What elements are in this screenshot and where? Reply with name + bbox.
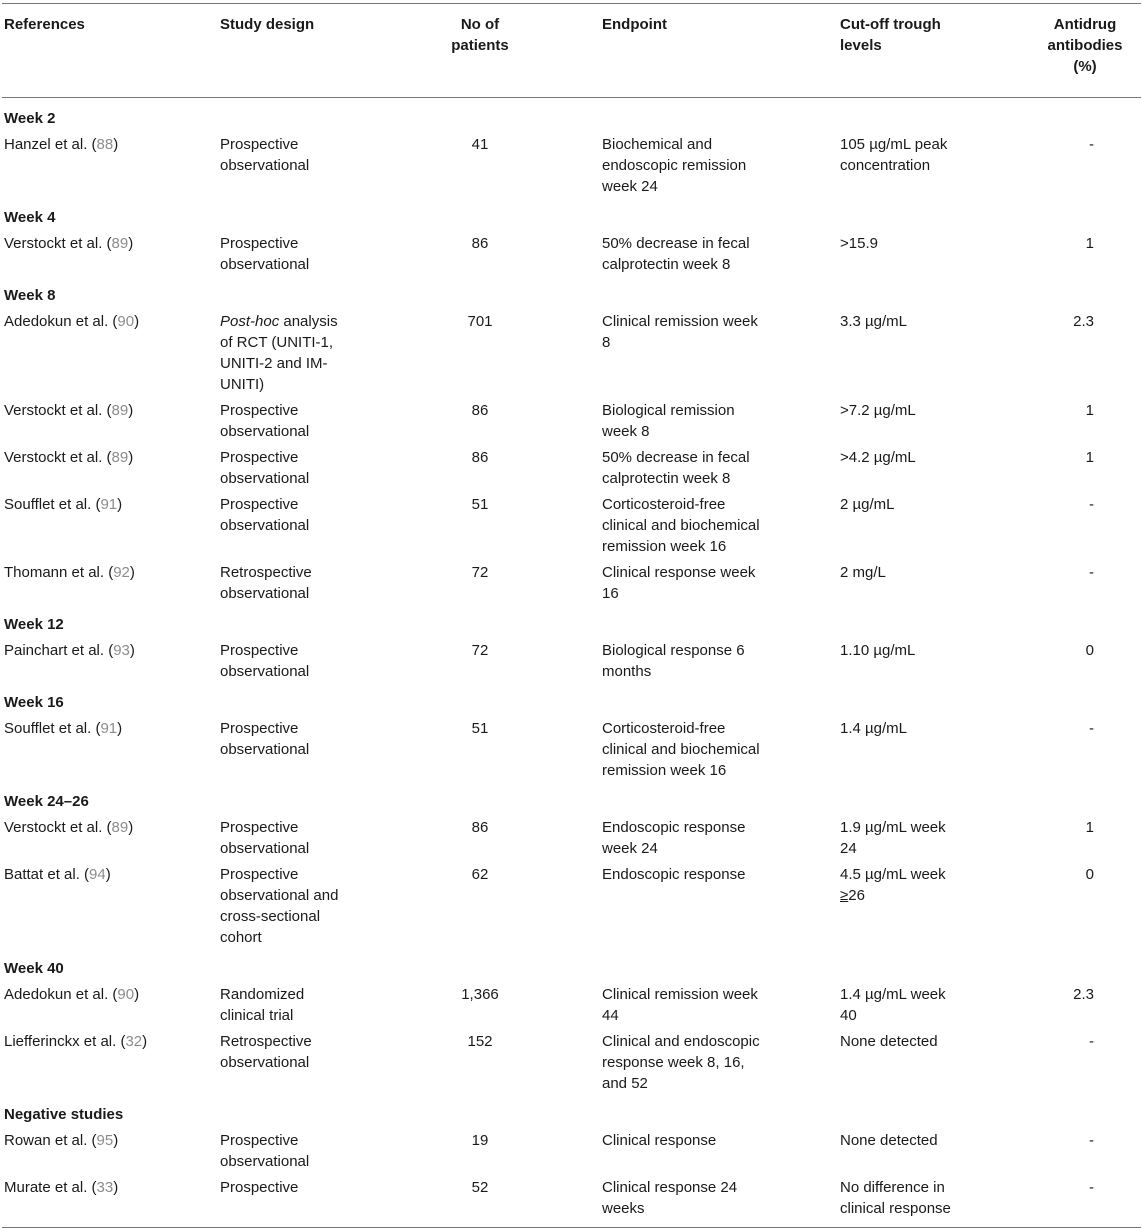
cell-spacer xyxy=(563,562,602,609)
cell-endpoint xyxy=(602,864,840,953)
cell-endpoint xyxy=(602,718,840,786)
patients-value: 86 xyxy=(471,235,489,252)
author-text: Soufflet et al. ( xyxy=(4,720,101,737)
cell-study-design xyxy=(220,984,410,1031)
cutoff-text: >4.2 µg/mL xyxy=(840,449,916,466)
cell-study-design xyxy=(220,864,410,953)
cell-cutoff xyxy=(840,718,1045,786)
cutoff-text: 1.4 µg/mL week 40 xyxy=(840,986,946,1024)
cell-antibodies: 2.3 xyxy=(1073,313,1094,330)
endpoint-text: Biological remission week 8 xyxy=(602,402,735,440)
author-close: ) xyxy=(129,642,135,659)
cutoff-text: 1.10 µg/mL xyxy=(840,642,916,659)
patients-value: 51 xyxy=(471,720,489,737)
cell-reference xyxy=(2,311,220,400)
study-design-text xyxy=(220,1031,350,1073)
section-title: Week 40 xyxy=(4,960,64,977)
cell-patients xyxy=(410,1130,563,1177)
cell-patients xyxy=(410,134,563,202)
author-close: ) xyxy=(128,819,134,836)
author-text: Rowan et al. ( xyxy=(4,1132,97,1149)
section-row xyxy=(2,98,1141,135)
cell-spacer xyxy=(563,864,602,953)
cell-study-design xyxy=(220,1177,410,1228)
cell-reference xyxy=(2,447,220,494)
author-text: Hanzel et al. ( xyxy=(4,136,97,153)
cell-patients xyxy=(410,1031,563,1099)
cell-reference xyxy=(2,233,220,280)
cell-patients xyxy=(410,494,563,562)
table-row xyxy=(2,864,1141,953)
design-text: Prospective observational xyxy=(220,819,310,857)
cutoff-text: 3.3 µg/mL xyxy=(840,313,908,330)
cell-endpoint xyxy=(602,640,840,687)
cutoff-text: No difference in clinical response xyxy=(840,1179,951,1217)
citation-link[interactable]: 90 xyxy=(117,986,135,1003)
cell-cutoff xyxy=(840,447,1045,494)
design-text: Prospective observational xyxy=(220,496,310,534)
patients-value: 86 xyxy=(471,449,489,466)
cell-cutoff xyxy=(840,494,1045,562)
cutoff-text: None detected xyxy=(840,1033,938,1050)
author-text: Murate et al. ( xyxy=(4,1179,97,1196)
study-design-text xyxy=(220,447,350,489)
citation-link[interactable]: 32 xyxy=(125,1033,143,1050)
cell-cutoff xyxy=(840,1130,1045,1177)
design-text: Prospective observational xyxy=(220,720,310,758)
section-row xyxy=(2,202,1141,233)
cell-antibodies: - xyxy=(1089,720,1094,737)
cell-spacer xyxy=(563,447,602,494)
author-close: ) xyxy=(113,1179,119,1196)
endpoint-text: Clinical remission week 8 xyxy=(602,313,758,351)
study-design-text xyxy=(220,233,350,275)
cell-patients xyxy=(410,817,563,864)
cell-endpoint xyxy=(602,311,840,400)
study-design-text xyxy=(220,817,350,859)
author-close: ) xyxy=(113,1132,119,1149)
cell-study-design xyxy=(220,1031,410,1099)
trough-levels-table xyxy=(2,3,1141,1228)
header-references: References xyxy=(2,4,220,98)
section-title: Week 12 xyxy=(4,616,64,633)
cell-study-design xyxy=(220,447,410,494)
citation-link[interactable]: 95 xyxy=(96,1132,114,1149)
citation-link[interactable]: 88 xyxy=(96,136,114,153)
cell-study-design xyxy=(220,233,410,280)
header-study-design: Study design xyxy=(220,4,410,98)
author-text: Battat et al. ( xyxy=(4,866,90,883)
patients-value: 52 xyxy=(471,1179,489,1196)
cell-study-design xyxy=(220,1130,410,1177)
endpoint-text: 50% decrease in fecal calprotectin week 8 xyxy=(602,235,750,273)
endpoint-text: Clinical response 24 weeks xyxy=(602,1179,738,1217)
cell-cutoff xyxy=(840,311,1045,400)
design-text: Randomized clinical trial xyxy=(220,986,305,1024)
cell-cutoff xyxy=(840,817,1045,864)
author-text: Verstockt et al. ( xyxy=(4,449,112,466)
author-close: ) xyxy=(142,1033,148,1050)
author-close: ) xyxy=(117,720,123,737)
design-text: Prospective xyxy=(220,1179,299,1196)
author-close: ) xyxy=(129,564,135,581)
cell-endpoint xyxy=(602,494,840,562)
cell-reference xyxy=(2,817,220,864)
cell-spacer xyxy=(563,1031,602,1099)
author-close: ) xyxy=(134,313,140,330)
citation-link[interactable]: 91 xyxy=(100,720,118,737)
cell-study-design xyxy=(220,718,410,786)
table-row xyxy=(2,494,1141,562)
study-design-text xyxy=(220,494,350,536)
section-row xyxy=(2,953,1141,984)
author-text: Liefferinckx et al. ( xyxy=(4,1033,126,1050)
cutoff-text: 2 µg/mL xyxy=(840,496,895,513)
table-body xyxy=(2,98,1141,1228)
cell-antibodies: - xyxy=(1089,564,1094,581)
cell-study-design xyxy=(220,311,410,400)
table-row xyxy=(2,1177,1141,1228)
cell-study-design xyxy=(220,817,410,864)
design-text: Prospective observational xyxy=(220,449,310,487)
cell-patients xyxy=(410,1177,563,1228)
cell-endpoint xyxy=(602,562,840,609)
author-text: Adedokun et al. ( xyxy=(4,313,118,330)
cutoff-text: 1.4 µg/mL xyxy=(840,720,908,737)
table-row xyxy=(2,562,1141,609)
cell-antibodies: - xyxy=(1089,136,1094,153)
header-spacer xyxy=(563,4,602,98)
section-title: Week 4 xyxy=(4,209,56,226)
cutoff-pre: 4.5 µg/mL week xyxy=(840,866,946,883)
cell-spacer xyxy=(563,233,602,280)
table-row xyxy=(2,400,1141,447)
study-design-text xyxy=(220,400,350,442)
cutoff-text: >7.2 µg/mL xyxy=(840,402,916,419)
cell-antibodies: - xyxy=(1045,1177,1141,1228)
cell-cutoff xyxy=(840,1177,1045,1228)
cell-patients xyxy=(410,447,563,494)
study-design-text xyxy=(220,134,350,176)
patients-value: 86 xyxy=(471,402,489,419)
cell-reference xyxy=(2,984,220,1031)
endpoint-text: Clinical remission week 44 xyxy=(602,986,758,1024)
study-design-text xyxy=(220,1177,350,1198)
section-title: Week 24–26 xyxy=(4,793,89,810)
cell-antibodies: - xyxy=(1089,1132,1094,1149)
study-design-text xyxy=(220,864,350,948)
study-design-text xyxy=(220,311,350,395)
citation-link[interactable]: 94 xyxy=(89,866,106,883)
cell-spacer xyxy=(563,134,602,202)
table-row xyxy=(2,1130,1141,1177)
cell-patients xyxy=(410,233,563,280)
section-title: Week 8 xyxy=(4,287,56,304)
author-text: Verstockt et al. ( xyxy=(4,402,112,419)
design-text: Prospective observational and cross-sectional cohort xyxy=(220,866,339,946)
cell-cutoff xyxy=(840,400,1045,447)
cutoff-text xyxy=(840,864,965,906)
section-title: Week 16 xyxy=(4,694,64,711)
cell-endpoint xyxy=(602,984,840,1031)
header-cutoff-label: Cut-off trough levels xyxy=(840,16,941,54)
endpoint-text: Clinical response week 16 xyxy=(602,564,756,602)
patients-value: 51 xyxy=(471,496,489,513)
table-row xyxy=(2,233,1141,280)
cell-reference xyxy=(2,718,220,786)
header-antidrug-label: Antidrug antibodies (%) xyxy=(1047,16,1123,75)
cell-cutoff xyxy=(840,640,1045,687)
citation-link[interactable]: 93 xyxy=(113,642,130,659)
cell-spacer xyxy=(563,1130,602,1177)
citation-link[interactable]: 90 xyxy=(117,313,135,330)
cell-spacer xyxy=(563,817,602,864)
cell-patients xyxy=(410,640,563,687)
section-title: Negative studies xyxy=(4,1106,124,1123)
study-design-text xyxy=(220,562,350,604)
cell-antibodies: 0 xyxy=(1085,866,1094,883)
endpoint-text: Corticosteroid-free clinical and biochemical remission week 16 xyxy=(602,496,760,555)
author-text: Painchart et al. ( xyxy=(4,642,114,659)
cell-endpoint xyxy=(602,1130,840,1177)
section-row xyxy=(2,687,1141,718)
section-title: Week 2 xyxy=(4,110,56,127)
section-row xyxy=(2,786,1141,817)
cell-patients xyxy=(410,311,563,400)
cell-endpoint xyxy=(602,817,840,864)
author-close: ) xyxy=(128,449,134,466)
cutoff-text: >15.9 xyxy=(840,235,878,252)
patients-value: 62 xyxy=(471,866,489,883)
cell-cutoff xyxy=(840,864,1045,953)
cell-antibodies: 1 xyxy=(1085,235,1094,252)
endpoint-text: Corticosteroid-free clinical and biochemical remission week 16 xyxy=(602,720,760,779)
cell-antibodies: 1 xyxy=(1085,449,1094,466)
author-close: ) xyxy=(105,866,111,883)
endpoint-text: 50% decrease in fecal calprotectin week 8 xyxy=(602,449,750,487)
cell-spacer xyxy=(563,640,602,687)
cutoff-post: 26 xyxy=(848,887,865,904)
cell-endpoint xyxy=(602,447,840,494)
cell-study-design xyxy=(220,494,410,562)
cell-antibodies: 0 xyxy=(1085,642,1094,659)
table-row xyxy=(2,134,1141,202)
table-row xyxy=(2,311,1141,400)
endpoint-text: Clinical response xyxy=(602,1132,717,1149)
cell-patients xyxy=(410,864,563,953)
endpoint-text: Endoscopic response week 24 xyxy=(602,819,746,857)
cutoff-text: 1.9 µg/mL week 24 xyxy=(840,819,946,857)
author-text: Adedokun et al. ( xyxy=(4,986,118,1003)
study-design-text xyxy=(220,718,350,760)
patients-value: 72 xyxy=(471,642,489,659)
header-no-of-patients-label: No of patients xyxy=(451,16,509,54)
cell-reference xyxy=(2,562,220,609)
endpoint-text: Endoscopic response xyxy=(602,866,746,883)
cell-study-design xyxy=(220,640,410,687)
cell-spacer xyxy=(563,311,602,400)
cell-endpoint xyxy=(602,1177,840,1228)
cell-reference xyxy=(2,1031,220,1099)
cell-patients xyxy=(410,400,563,447)
study-design-text xyxy=(220,640,350,682)
author-close: ) xyxy=(128,402,134,419)
section-row xyxy=(2,280,1141,311)
cell-antibodies: - xyxy=(1089,1033,1094,1050)
design-text: Prospective observational xyxy=(220,1132,310,1170)
patients-value: 701 xyxy=(467,313,493,330)
cell-endpoint xyxy=(602,134,840,202)
design-text: Prospective observational xyxy=(220,136,310,174)
cell-antibodies: 1 xyxy=(1085,402,1094,419)
design-text: Retrospective observational xyxy=(220,1033,312,1071)
cutoff-symbol: ≥ xyxy=(840,887,849,904)
citation-link[interactable]: 33 xyxy=(96,1179,114,1196)
cutoff-text: None detected xyxy=(840,1132,938,1149)
citation-link[interactable]: 91 xyxy=(100,496,118,513)
citation-link[interactable]: 89 xyxy=(111,449,129,466)
study-design-text xyxy=(220,1130,350,1172)
citation-link[interactable]: 89 xyxy=(111,235,129,252)
section-row xyxy=(2,609,1141,640)
cell-spacer xyxy=(563,718,602,786)
cell-spacer xyxy=(563,984,602,1031)
table-row xyxy=(2,1031,1141,1099)
cell-endpoint xyxy=(602,1031,840,1099)
design-text: Prospective observational xyxy=(220,402,310,440)
cell-spacer xyxy=(563,494,602,562)
cell-spacer xyxy=(563,400,602,447)
section-row xyxy=(2,1099,1141,1130)
table-row xyxy=(2,984,1141,1031)
cell-reference xyxy=(2,640,220,687)
patients-value: 19 xyxy=(471,1132,489,1149)
header-endpoint: Endpoint xyxy=(602,4,840,98)
author-close: ) xyxy=(117,496,123,513)
author-close: ) xyxy=(134,986,140,1003)
design-text: Prospective observational xyxy=(220,235,310,273)
study-design-text xyxy=(220,984,350,1026)
cell-study-design xyxy=(220,562,410,609)
cell-reference xyxy=(2,1130,220,1177)
author-text: Thomann et al. ( xyxy=(4,564,114,581)
patients-value: 72 xyxy=(471,564,489,581)
table-row xyxy=(2,447,1141,494)
citation-link[interactable]: 89 xyxy=(111,819,129,836)
design-text: Retrospective observational xyxy=(220,564,312,602)
author-text: Verstockt et al. ( xyxy=(4,235,112,252)
cell-cutoff xyxy=(840,134,1045,202)
author-text: Soufflet et al. ( xyxy=(4,496,101,513)
cutoff-text: 105 µg/mL peak concentration xyxy=(840,136,948,174)
design-text: Prospective observational xyxy=(220,642,310,680)
cell-study-design xyxy=(220,134,410,202)
cell-patients xyxy=(410,718,563,786)
author-close: ) xyxy=(128,235,134,252)
header-antidrug xyxy=(1045,4,1141,98)
table-row xyxy=(2,640,1141,687)
citation-link[interactable]: 92 xyxy=(113,564,130,581)
table-header xyxy=(2,4,1141,98)
header-no-of-patients xyxy=(410,4,563,98)
patients-value: 86 xyxy=(471,819,489,836)
cell-cutoff xyxy=(840,562,1045,609)
cell-cutoff xyxy=(840,233,1045,280)
cell-cutoff xyxy=(840,1031,1045,1099)
author-text: Verstockt et al. ( xyxy=(4,819,112,836)
endpoint-text: Biological response 6 months xyxy=(602,642,745,680)
citation-link[interactable]: 89 xyxy=(111,402,129,419)
cutoff-text: 2 mg/L xyxy=(840,564,886,581)
cell-study-design xyxy=(220,400,410,447)
cell-antibodies: 2.3 xyxy=(1073,986,1094,1003)
cell-endpoint xyxy=(602,233,840,280)
cell-reference xyxy=(2,494,220,562)
endpoint-text: Biochemical and endoscopic remission week 24 xyxy=(602,136,747,195)
cell-reference xyxy=(2,400,220,447)
table-row xyxy=(2,718,1141,786)
endpoint-text: Clinical and endoscopic response week 8, 16, and 52 xyxy=(602,1033,760,1092)
table-row xyxy=(2,817,1141,864)
cell-antibodies: - xyxy=(1089,496,1094,513)
table-container xyxy=(2,3,1141,1228)
cell-spacer xyxy=(563,1177,602,1228)
cell-reference xyxy=(2,1177,220,1228)
patients-value: 1,366 xyxy=(461,986,499,1003)
cell-antibodies: 1 xyxy=(1085,819,1094,836)
patients-value: 41 xyxy=(471,136,489,153)
author-close: ) xyxy=(113,136,119,153)
cell-cutoff xyxy=(840,984,1045,1031)
cell-reference xyxy=(2,134,220,202)
cell-patients xyxy=(410,562,563,609)
header-cutoff xyxy=(840,4,1045,98)
cell-patients xyxy=(410,984,563,1031)
patients-value: 152 xyxy=(467,1033,493,1050)
design-text: analysis of RCT (UNITI-1, UNITI-2 and IM-UNITI) xyxy=(220,313,338,393)
design-italic: Post-hoc xyxy=(220,313,280,330)
cell-endpoint xyxy=(602,400,840,447)
cell-reference xyxy=(2,864,220,953)
